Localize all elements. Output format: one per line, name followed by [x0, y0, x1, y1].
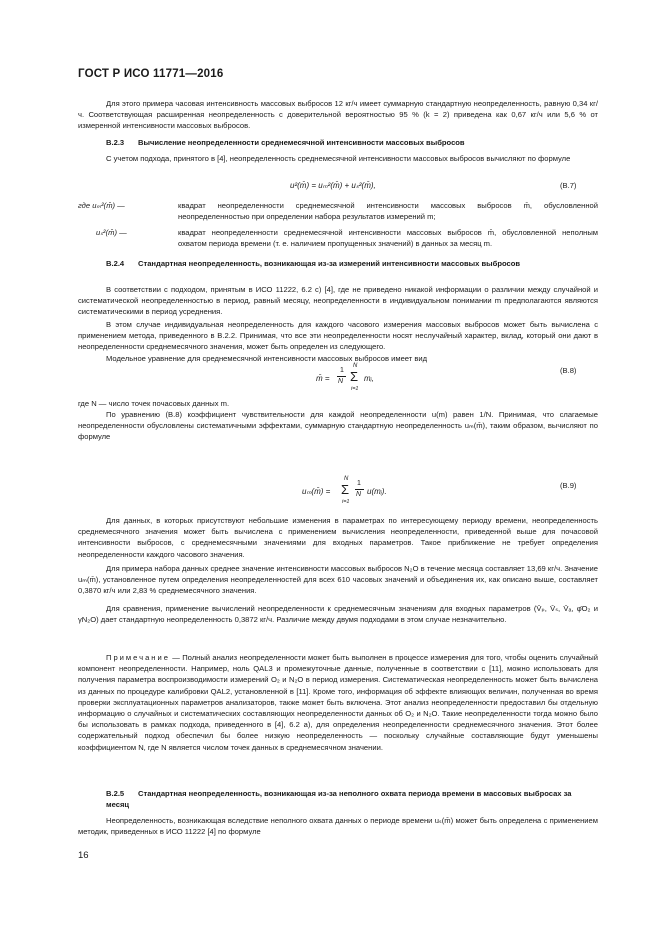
- fraction-bar: [337, 376, 346, 377]
- paragraph-incomplete-coverage: Неопределенность, возникающая вследствие неполного охвата данных о периоде времени uₛ(m̄) может быть определена с применением методик, приведенных в ИСО 11222 [4] по формуле: [78, 816, 598, 837]
- definition-text: квадрат неопределенности среднемесячной интенсивности массовых выбросов m̄, обусловленной неопределенностью при определении набора результатов измерений m;: [178, 201, 598, 222]
- eq-frac-den: N: [356, 491, 362, 498]
- eq-term: mᵢ,: [364, 374, 374, 383]
- note-block: [78, 652, 598, 753]
- fraction-bar: [355, 489, 364, 490]
- eq-frac-num: 1: [340, 367, 344, 374]
- paragraph-comparison: Для сравнения, применение вычислений неопределенности к среднемесячным значениям для входных параметров (V̄ₚ, V̄ₛ, V̄ₐ, φ̄O₂ и γN₂O) дает стандартную неопределенность 0,3872 кг/ч. Различие между двумя подходами в этом случае незначительно.: [78, 604, 598, 625]
- section-number: B.2.3: [106, 138, 125, 147]
- equation-number-b9: (B.9): [560, 481, 577, 490]
- page-header-title: ГОСТ Р ИСО 11771—2016: [78, 68, 224, 80]
- section-heading-b24: [106, 258, 596, 269]
- page-number: 16: [78, 850, 89, 861]
- definition-um: [78, 200, 598, 224]
- equation-b7: u²(m̄) = uₘ²(m̄) + uₛ²(m̄),: [290, 181, 376, 190]
- note-text: — Полный анализ неопределенности может быть выполнен в процессе измерения для того, чтобы оценить случайный компонент неопределенности. Например, ноль QAL3 и промежуточные данные, полученные в соответствии с [11], можно использовать для получения параметра воспроизводимости измерений O₂ и N₂O в период измерения. Систематическая неопределенность может быть вычислена из данных по процедуре калибровки QAL2, установленной в [11]. Кроме того, информация об эффекте влияющих величин, полученная во время проверки эксплуатационных параметров анализаторов, также может быть включена. Этот анализ неопределенности предоставил бы отдельную информацию о случайных и систематических составляющих неопределенности данных об O₂ и N₂O. Такие неопределенности тогда можно было бы использовать в рамках подхода, приведенного в [4], 6.2 а), для определения неопределенности среднемесячного значения. Этот более содержательный подход обеспечил бы более низкую неопределенность — поскольку случайные составляющие будут уменьшены коэффициентом N, где N является числом точек данных в среднемесячном значении.: [78, 653, 598, 752]
- eq-sum-top: N: [344, 476, 349, 482]
- definition-symbol: uₛ²(m̄) —: [96, 228, 127, 237]
- eq-lhs: uₘ(m̄) =: [302, 487, 331, 496]
- eq-sum-bot: i=1: [342, 499, 350, 505]
- definition-us: [78, 227, 598, 251]
- section-heading-b23: [106, 137, 596, 148]
- paragraph-example-uncertainty: Для этого примера часовая интенсивность массовых выбросов 12 кг/ч имеет суммарную стандартную неопределенность, равную 0,34 кг/ч. Соответствующая расширенная неопределенность с доверительной вероятностью 95 % (k = 2) приведена как 0,67 кг/ч или 5,6 % от измеренной интенсивности массовых выбросов.: [78, 99, 598, 131]
- section-title: Стандартная неопределенность, возникающая из-за измерений интенсивности массовых выбросов: [138, 259, 521, 268]
- note-label: Примечание: [106, 653, 170, 662]
- section-number: B.2.5: [106, 789, 125, 798]
- paragraph-iso-approach: В соответствии с подходом, принятым в ИСО 11222, 6.2 с) [4], где не приведено никакой информации о различии между случайной и систематической неопределенностью в период, равный месяцу, неопределенности в индивидуальном понимании m предполагаются являются систематическими в период усреднения.: [78, 285, 598, 317]
- eq-frac-num: 1: [357, 480, 361, 487]
- sigma-icon: Σ: [341, 482, 350, 497]
- definition-text: квадрат неопределенности среднемесячной интенсивности массовых выбросов m̄, обусловленной неполным охватом периода времени (т. е. наличием пропущенных значений) в данных за месяц m.: [178, 228, 598, 249]
- eq-sum-top: N: [353, 363, 358, 369]
- paragraph-individual-uncertainty: В этом случае индивидуальная неопределенность для каждого часового измерения массовых выбросов может быть вычислена с применением метода, приведенного в B.2.2. Принимая, что все эти неопределенности носят неслучайный характер, вклад, который они дают в неопределенности среднемесячного значения, может быть определен из следующего.: [78, 320, 598, 352]
- paragraph-sensitivity: По уравнению (B.8) коэффициент чувствительности для каждой неопределенности u(m) равен 1/N. Принимая, что слагаемые неопределенности обусловлены систематичными эффектами, суммарную стандартную неопределенность uₘ(m̄), таким образом, вычисляют по формуле: [78, 410, 598, 442]
- equation-b9: [302, 478, 422, 512]
- eq-sum-bot: i=1: [351, 386, 359, 392]
- equation-b8: [316, 364, 436, 398]
- section-number: B.2.4: [106, 259, 125, 268]
- paragraph-model-equation: Модельное уравнение для среднемесячной интенсивности массовых выбросов имеет вид: [106, 354, 428, 363]
- paragraph-monthly-approach: С учетом подхода, принятого в [4], неопределенность среднемесячной интенсивности массовых выбросов вычисляют по формуле: [106, 154, 571, 163]
- equation-number-b7: (B.7): [560, 181, 577, 190]
- section-heading-b25: [106, 788, 596, 810]
- eq-lhs: m̄ =: [316, 374, 330, 383]
- eq-frac-den: N: [338, 378, 344, 385]
- equation-number-b8: (B.8): [560, 366, 577, 375]
- sigma-icon: Σ: [350, 369, 359, 384]
- paragraph-small-changes: Для данных, в которых присутствуют небольшие изменения в параметрах по интересующему периоду времени, неопределенность среднемесячного значения может быть вычислена с применением вычисления неопределенности, приведенной выше для почасовой интенсивности выбросов, с среднемесячными значениями для входных параметров. Такое приближение не требует определения неопределенности каждого часового значения.: [78, 516, 598, 559]
- section-title: Стандартная неопределенность, возникающая из-за неполного охвата периода времени в массовых выбросах за месяц: [106, 789, 572, 809]
- eq-term: u(mᵢ).: [367, 487, 387, 496]
- paragraph-example-n2o: Для примера набора данных среднее значение интенсивности массовых выбросов N₂O в течение месяца составляет 13,69 кг/ч. Значение uₘ(m̄), установленное путем определения неопределенностей для всех 610 часовых значений и объединения их, как описано выше, составляет 0,3870 кг/ч или 2,83 % среднемесячного значения.: [78, 564, 598, 596]
- definition-symbol: где uₘ²(m̄) —: [78, 201, 125, 210]
- paragraph-n-definition: где N — число точек почасовых данных m.: [78, 399, 230, 408]
- section-title: Вычисление неопределенности среднемесячной интенсивности массовых выбросов: [138, 138, 465, 147]
